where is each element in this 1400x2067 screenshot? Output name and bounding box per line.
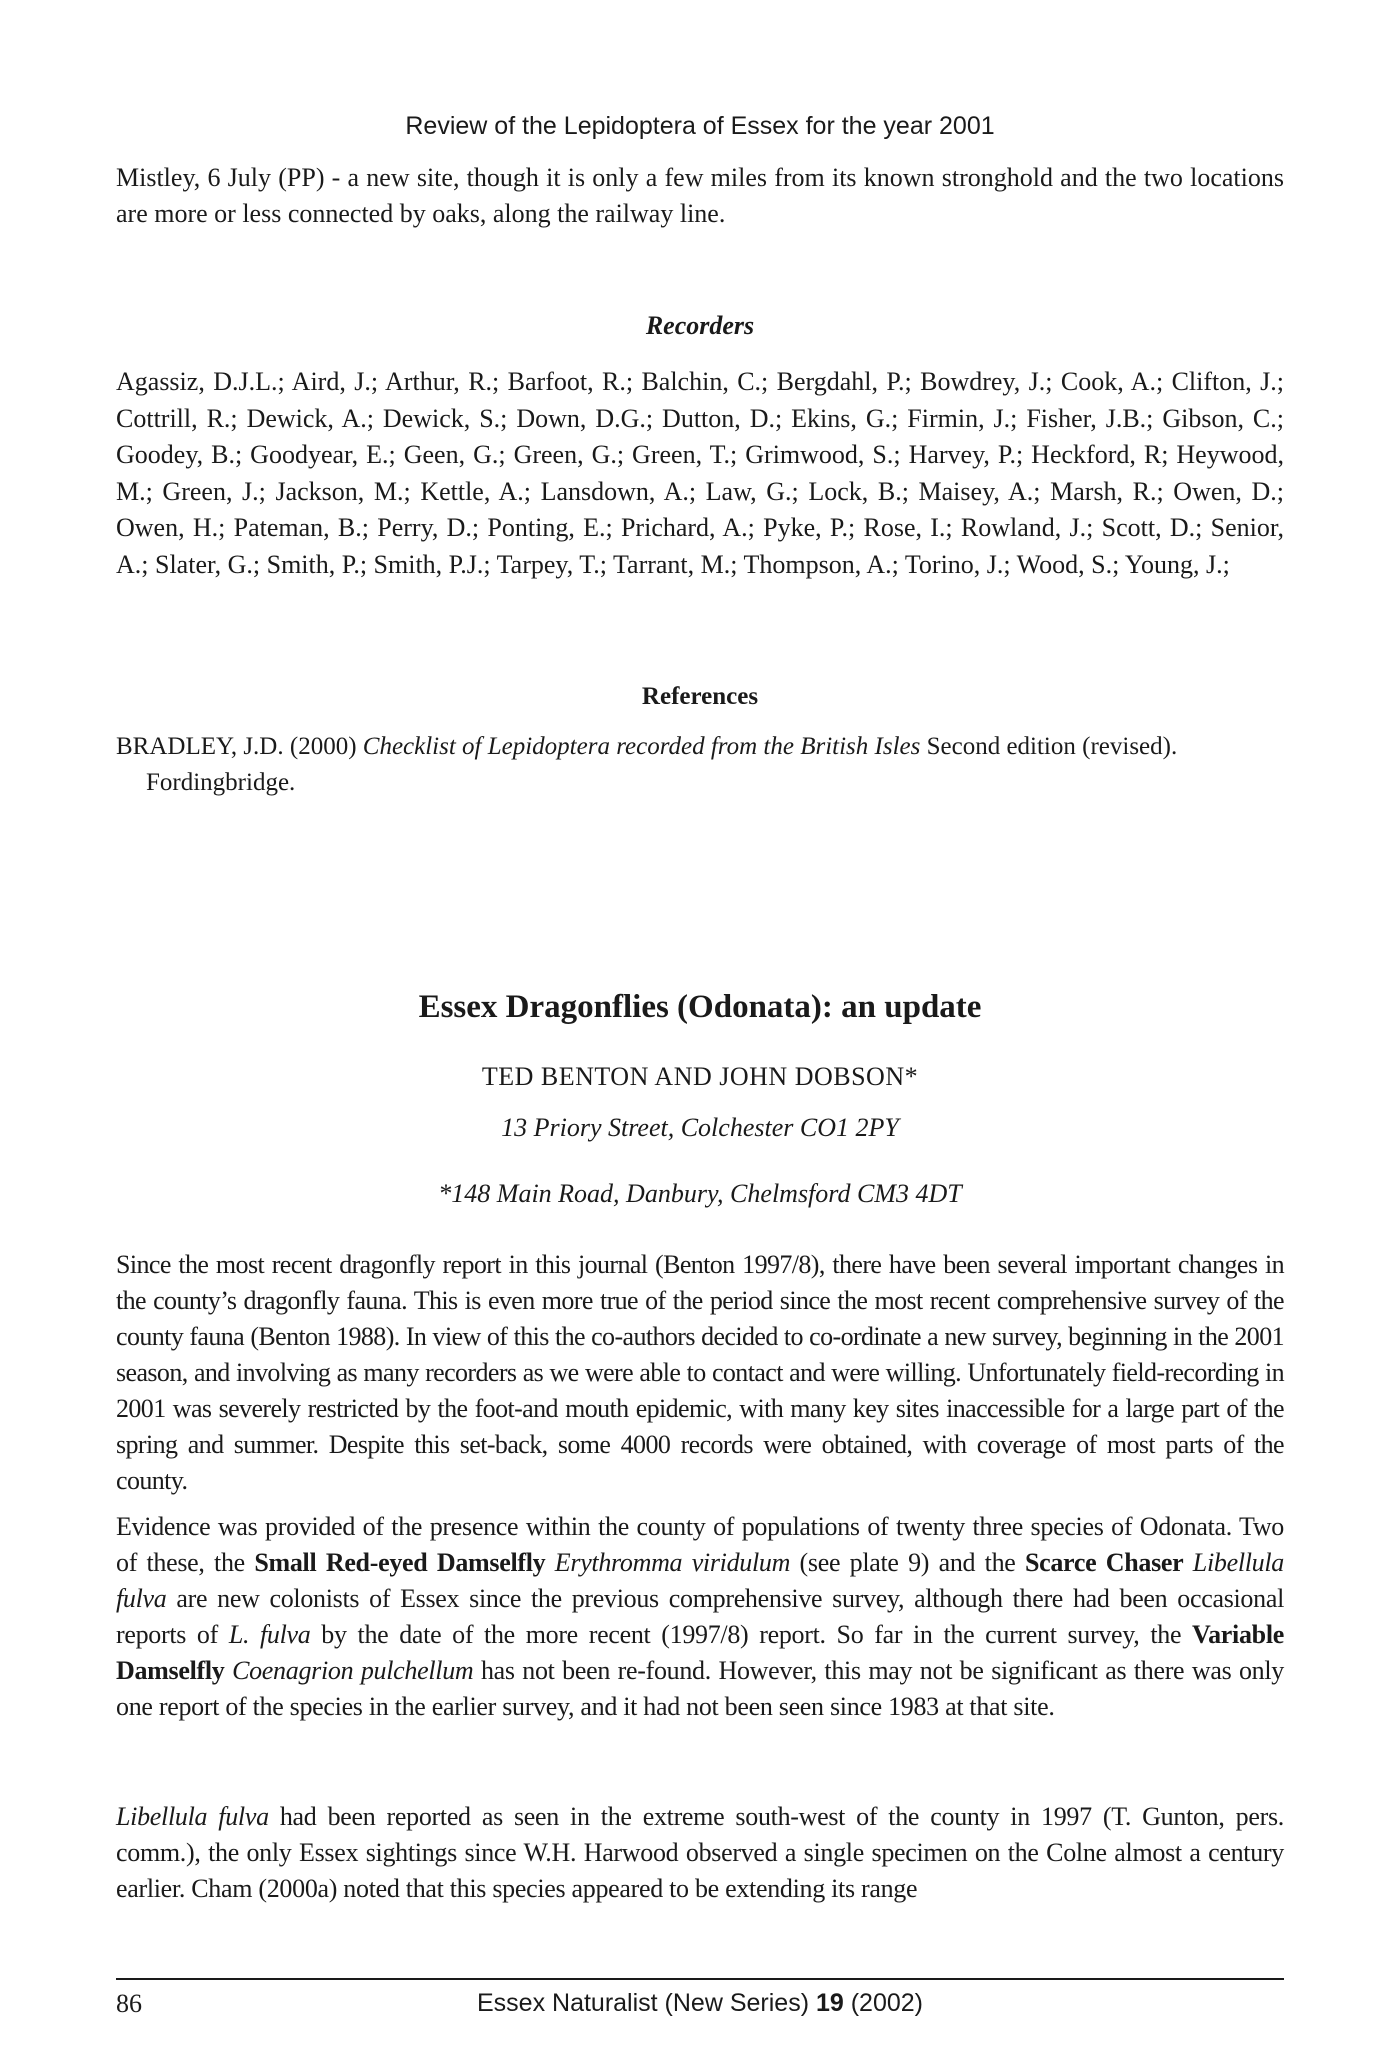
journal-name: Essex Naturalist (New Series) — [476, 1989, 816, 2017]
article-title: Essex Dragonflies (Odonata): an update — [418, 989, 982, 1025]
journal-year: (2002) — [843, 1989, 923, 2017]
article-authors: TED BENTON AND JOHN DOBSON* — [481, 1062, 919, 1091]
article-paragraph-1: Since the most recent dragonfly report in this journal (Benton 1997/8), there have been several important changes in the county’s dragonfly fauna. This is even more true of the period since the most recent comprehensive survey of the county fauna (Benton 1988). In view of this the co-authors decided to co-ordinate a new survey, beginning in the 2001 season, and involving as many recorders as we were able to contact and were willing. Unfortunately field-recording in 2001 was severely restricted by the foot-and mouth epidemic, with many key sites inaccessible for a large part of the spring and summer. Despite this set-back, some 4000 records were obtained, with coverage of most parts of the county. — [116, 1250, 1284, 1495]
running-header: Review of the Lepidoptera of Essex for the year 2001 — [405, 112, 995, 140]
reference-edition: Second edition (revised). — [920, 733, 1178, 760]
reference-entry — [116, 729, 1284, 801]
recorders-list: Agassiz, D.J.L.; Aird, J.; Arthur, R.; Barfoot, R.; Balchin, C.; Bergdahl, P.; Bowdrey, J.; Cook, A.; Clifton, J.; Cottrill, R.; Dewick, A.; Dewick, S.; Down, D.G.; Dutton, D.; Ekins, G.; Firmin, J.; Fisher, J.B.; Gibson, C.; Goodey, B.; Goodyear, E.; Geen, G.; Green, G.; Green, T.; Grimwood, S.; Harvey, P.; Heckford, R; Heywood, M.; Green, J.; Jackson, M.; Kettle, A.; Lansdown, A.; Law, G.; Lock, B.; Maisey, A.; Marsh, R.; Owen, D.; Owen, H.; Pateman, B.; Perry, D.; Ponting, E.; Prichard, A.; Pyke, P.; Rose, I.; Rowland, J.; Scott, D.; Senior, A.; Slater, G.; Smith, P.; Smith, P.J.; Tarpey, T.; Tarrant, M.; Thompson, A.; Torino, J.; Wood, S.; Young, J.; — [116, 367, 1284, 579]
para2-text-3: are new colonists of Essex since the previous comprehensive survey, although there had been occasional reports of — [116, 1584, 1284, 1649]
para2-text-5: has not been re-found. However, this may not be significant as there was only one report of the species in the earlier survey, and it had not been seen since 1983 at that site. — [116, 1656, 1284, 1721]
reference-author: BRADLEY, J.D. (2000) — [116, 733, 363, 760]
para2-text-4: by the date of the more recent (1997/8) report. So far in the current survey, the — [310, 1620, 1193, 1649]
species-erythromma-viridulum: Erythromma viridulum — [545, 1548, 791, 1577]
reference-title: Checklist of Lepidoptera recorded from the British Isles — [362, 733, 921, 760]
species-coenagrion-pulchellum: Coenagrion pulchellum — [224, 1656, 474, 1685]
references-heading: References — [641, 683, 759, 710]
species-l-fulva: L. fulva — [228, 1620, 311, 1649]
journal-volume: 19 — [815, 1989, 844, 2017]
species-small-red-eyed-damselfly: Small Red-eyed Damselfly — [254, 1548, 546, 1577]
article-paragraph-2 — [116, 1509, 1284, 1725]
author-address-2: *148 Main Road, Danbury, Chelmsford CM3 4DT — [438, 1179, 962, 1208]
page-number: 86 — [116, 1989, 142, 2018]
species-scarce-chaser: Scarce Chaser — [1024, 1548, 1184, 1577]
species-variable-damselfly: Variable Damselfly — [116, 1620, 1284, 1685]
article-paragraph-3 — [116, 1799, 1284, 1907]
author-address-1: 13 Priory Street, Colchester CO1 2PY — [501, 1113, 899, 1142]
recorders-heading: Recorders — [645, 311, 755, 340]
species-libellula-fulva: Libellula fulva — [116, 1548, 1285, 1613]
para3-text-1: had been reported as seen in the extreme south-west of the county in 1997 (T. Gunton, pers. comm.), the only Essex sightings since W.H. Harwood observed a single specimen on the Colne almost a century earlier. Cham (2000a) noted that this species appeared to be extending its range — [116, 1802, 1284, 1903]
reference-place: Fordingbridge. — [146, 769, 296, 796]
para2-text-1: Evidence was provided of the presence within the county of populations of twenty three species of Odonata. Two of these, the — [116, 1512, 1284, 1577]
footer-rule — [116, 1978, 1284, 1980]
intro-paragraph: Mistley, 6 July (PP) - a new site, though it is only a few miles from its known stronghold and the two locations are more or less connected by oaks, along the railway line. — [116, 163, 1284, 228]
journal-citation — [116, 1989, 1284, 2018]
species-libellula-fulva-2: Libellula fulva — [116, 1802, 269, 1831]
para2-text-2: (see plate 9) and the — [790, 1548, 1025, 1577]
